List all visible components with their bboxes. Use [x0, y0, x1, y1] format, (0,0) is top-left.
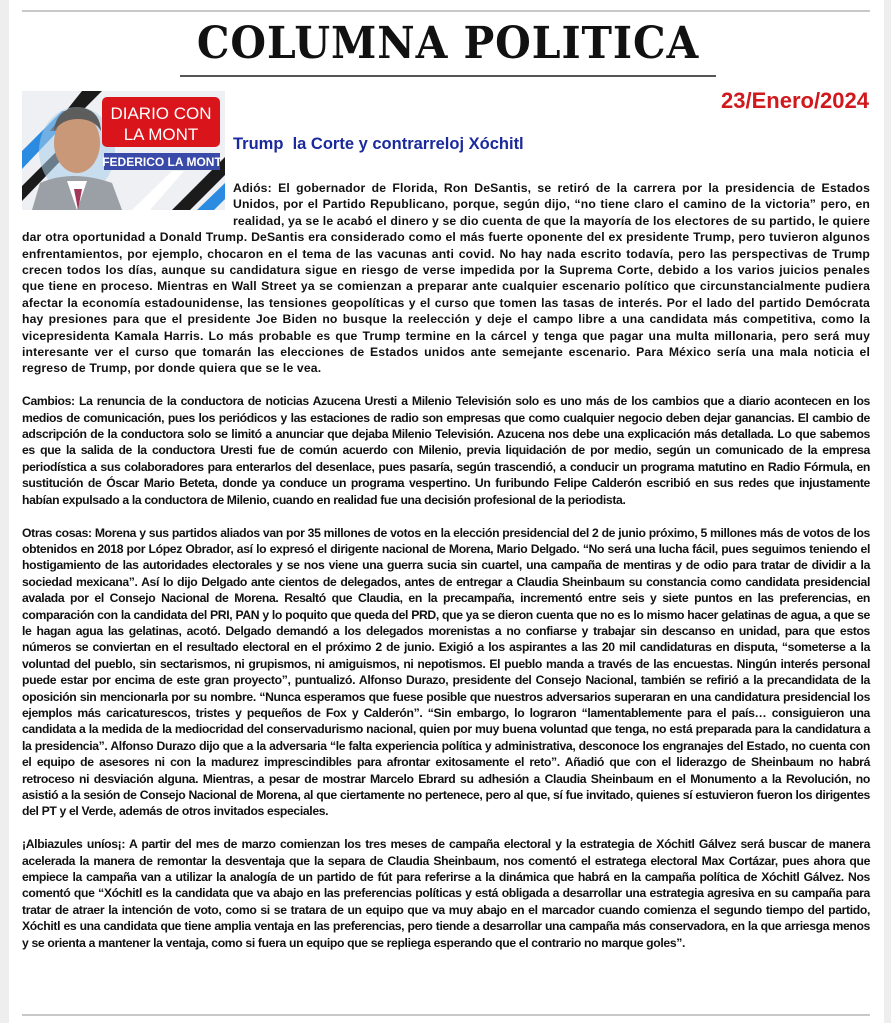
- paragraph-adios: Adiós: El gobernador de Florida, Ron DeSantis, se retiró de la carrera por la presidencia de Estados Unidos, por el Partido Republicano, porque, según dijo, “no tiene claro el camino de la victoria” pero, en realidad, ya se le acabó el dinero y se dio cuenta de que la mayoría de los electores de su partido, le quiere dar otra oportunidad a Donald Trump. DeSantis era considerado como el más fuerte oponente del ex presidente Trump, pero tuvieron algunos enfrentamientos, por ejemplo, chocaron en el tema de las vacunas anti covid. No hay nada escrito todavía, pero las perspectivas de Trump crecen todos los días, aunque su candidatura sigue en riesgo de verse impedida por la Suprema Corte, debido a los varios juicios penales que tiene en proceso. Mientras en Wall Street ya se comienzan a preparar ante cualquier escenario político que circunstancialmente pudiera afectar la economía estadounidense, las tensiones geopolíticas y el curso que tomen las tasas de interés. Por el lado del partido Demócrata hay presiones para que el presidente Joe Biden no busque la reelección y deje el campo libre a una candidata más competitiva, como la vicepresidenta Kamala Harris. Lo más probable es que Trump termine en la cárcel y tenga que pagar una multa millonaria, pero será muy interesante ver el curso que tomarán las elecciones de Estados unidos ante semejante escenario. Para México sería una mala noticia el regreso de Trump, por donde quiera que se le vea.: [22, 181, 870, 376]
- page-left-margin: [0, 0, 9, 1023]
- top-divider: [22, 10, 870, 12]
- photo-name-banner: FEDERICO LA MONT: [102, 155, 222, 169]
- photo-wrap-spacer: [22, 180, 233, 213]
- article-headline: Trump la Corte y contrarreloj Xóchitl: [233, 135, 524, 153]
- article-body: [22, 180, 870, 967]
- photo-brand-line1: DIARIO CON: [110, 104, 212, 123]
- paragraph-otras-cosas: Otras cosas: Morena y sus partidos aliados van por 35 millones de votos en la elección presidencial del 2 de junio próximo, 5 millones más de votos de los obtenidos en 2018 por López Obrador, así lo expresó el dirigente nacional de Morena, Mario Delgado. “No será una lucha fácil, pues seguimos teniendo el hostigamiento de las autoridades electorales y se nos viene una guerra sucia sin cuartel, una campaña de mentiras y de odio para tratar de dividir a la sociedad mexicana”. Así lo dijo Delgado ante cientos de delegados, antes de entregar a Claudia Sheinbaum su constancia como candidata presidencial avalada por el Consejo Nacional de Morena. Resaltó que Claudia, en la precampaña, incrementó entre seis y siete puntos en las preferencias, en comparación con la candidata del PRI, PAN y lo poquito que queda del PRD, que ya se dieron cuenta que no es lo mismo hacer gelatinas de agua, a que se le hagan agua las gelatinas, acotó. Delgado demandó a los delegados morenistas a no confiarse y trabajar sin descanso en unidad, para que estos números se conviertan en el resultado electoral en el próximo 2 de junio. Exigió a los aspirantes a las 20 mil candidaturas en disputa, “someterse a la voluntad del pueblo, sin sectarismos, ni grupismos, ni amiguismos, ni nepotismos. El pueblo manda a través de las encuestas. Ningún interés personal puede estar por encima de este gran proyecto”, puntualizó. Alfonso Durazo, presidente del Consejo Nacional, también se refirió a la precandidata de la oposición sin mencionarla por su nombre. “Nunca esperamos que fuese posible que nuestros adversarios superaran en una candidatura presidencial los ejemplos más caricaturescos, tristes y pequeños de Fox y Calderón”. “Sin embargo, lo lograron “lamentablemente para el país… consiguieron una candidata a la medida de la mediocridad del conservadurismo nacional, quien por muy buena voluntad que tenga, no está preparada para la candidatura a la presidencia”. Alfonso Durazo dijo que a la adversaria “le falta experiencia política y administrativa, desconoce los engranajes del Estado, no cuenta con el equipo de asesores ni con la madurez imprescindibles para afrontar exitosamente el reto”. Añadió que con el liderazgo de Sheinbaum no habrá retroceso ni desviación alguna. Mientras, a pesar de mostrar Marcelo Ebrard su adhesión a Claudia Sheinbaum en el Monumento a la Revolución, no asistió a la sesión de Consejo Nacional de Morena, al que ciertamente no pertenece, pero al que, sí fue invitado, quienes sí estuvieron fueron los dirigentes del PT y el Verde, además de otros invitados especiales.: [22, 525, 870, 819]
- paragraph-cambios: Cambios: La renuncia de la conductora de noticias Azucena Uresti a Milenio Televisión solo es uno más de los cambios que a diario acontecen en los medios de comunicación, pues los periódicos y las estaciones de radio son empresas que como cualquier negocio deben dejar ganancias. El cambio de adscripción de la conductora solo se limitó a anunciar que dejaba Milenio Televisión. Azucena nos debe una explicación más detallada. Lo que sabemos es que la salida de la conductora Uresti fue de común acuerdo con Milenio, previa liquidación de por medio, según un comunicado de la empresa periodística a sus colaboradores para enterarlos del desenlace, pues pasaría, según trascendió, a conducir un programa matutino en Radio Fórmula, en sustitución de Óscar Mario Beteta, donde ya conduce un programa vespertino. Un furibundo Felipe Calderón escribió en sus redes que injustamente habían expulsado a la conductora de Milenio, cuando en realidad fue una decisión profesional de la periodista.: [22, 394, 870, 507]
- page-scrollbar[interactable]: [884, 0, 891, 1023]
- masthead-title: COLUMNA POLITICA: [196, 18, 700, 69]
- masthead-underline: [180, 75, 716, 77]
- photo-brand-line2: LA MONT: [123, 125, 199, 144]
- bottom-divider: [22, 1014, 870, 1016]
- paragraph-albiazules: ¡Albiazules uníos¡: A partir del mes de marzo comienzan los tres meses de campaña electoral y la estrategia de Xóchitl Gálvez será buscar de manera acelerada la manera de remontar la desventaja que la separa de Claudia Sheinbaum, nos comentó el estratega electoral Max Cortázar, pues ahora que empiece la campaña van a utilizar la analogía de un partido de fút para referirse a la dinámica que habrá en la campaña política de Xóchitl Gálvez. Nos comentó que “Xóchitl es la candidata que va abajo en las preferencias políticas y está obligada a desarrollar una estrategia agresiva en su campaña para tratar de atraer la intención de voto, como si se tratara de un equipo que va muy abajo en el marcador cuando comienza el segundo tiempo del partido, Xóchitl es una candidata que tiene amplia ventaja en las preferencias, pero tiende a desarrollar una campaña más conservadora, en la que arriesga menos y se orienta a mantener la ventaja, como si fuera un equipo que se repliega esperando que el contrario no marque goles”.: [22, 837, 870, 950]
- publication-date: 23/Enero/2024: [721, 88, 869, 113]
